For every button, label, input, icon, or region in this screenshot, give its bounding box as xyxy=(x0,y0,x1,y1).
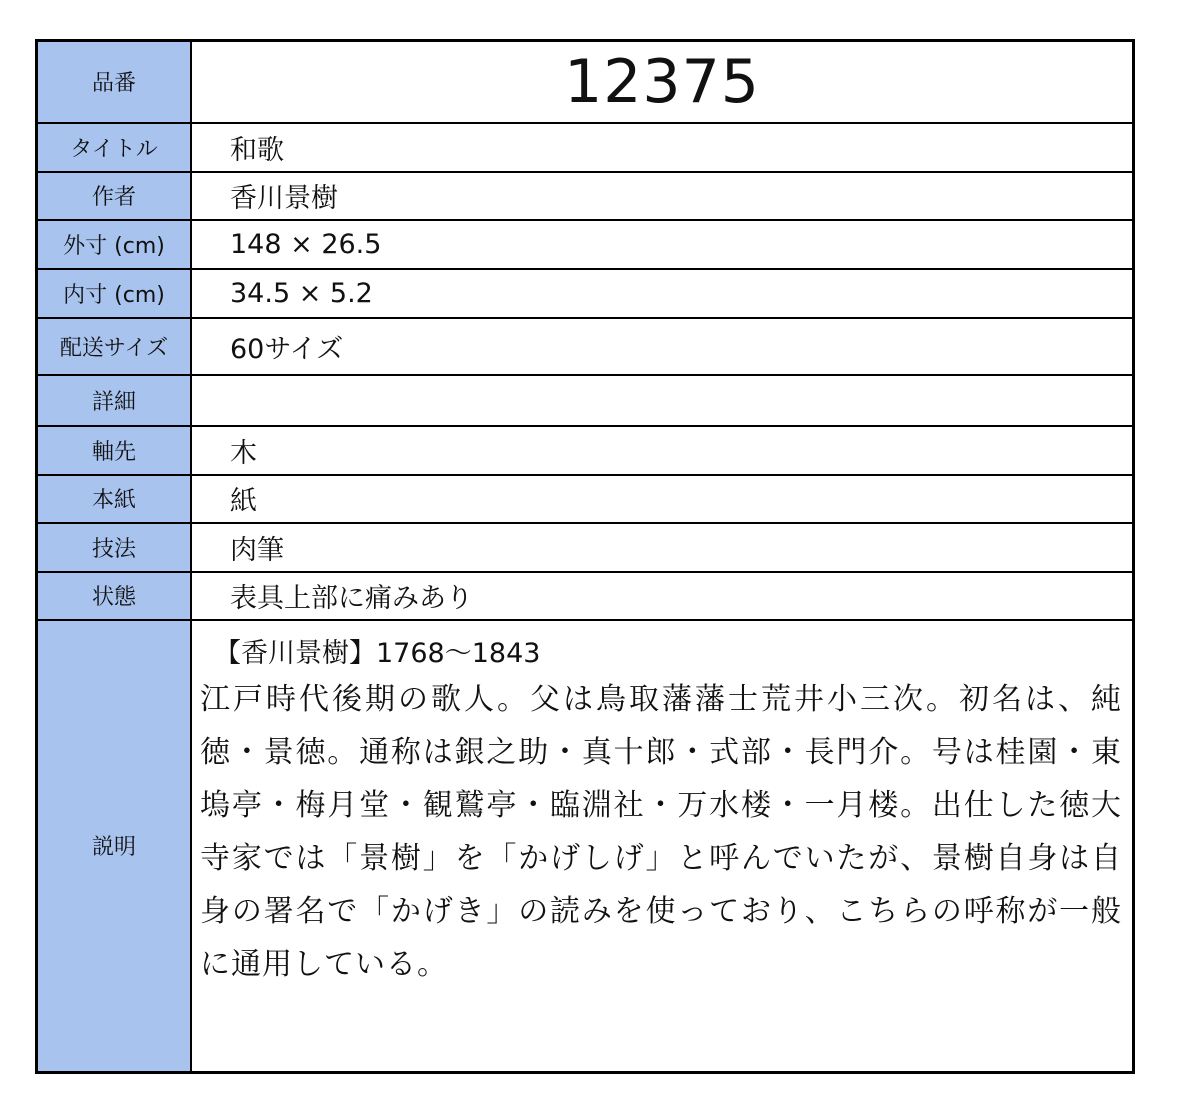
product-number: 12375 xyxy=(191,41,1134,123)
value-shipping-size: 60サイズ xyxy=(191,318,1134,375)
label-main-paper: 本紙 xyxy=(37,475,192,523)
row-outer-size xyxy=(37,220,1134,269)
value-outer-size: 148 × 26.5 xyxy=(191,220,1134,269)
row-product-number xyxy=(37,41,1134,123)
label-details: 詳細 xyxy=(37,375,192,426)
value-main-paper: 紙 xyxy=(191,475,1134,523)
label-roller-end: 軸先 xyxy=(37,426,192,475)
row-condition xyxy=(37,572,1134,620)
row-title xyxy=(37,123,1134,172)
value-condition: 表具上部に痛みあり xyxy=(191,572,1134,620)
value-artist: 香川景樹 xyxy=(191,172,1134,220)
label-condition: 状態 xyxy=(37,572,192,620)
label-technique: 技法 xyxy=(37,523,192,572)
row-inner-size xyxy=(37,269,1134,318)
row-main-paper xyxy=(37,475,1134,523)
label-description: 説明 xyxy=(37,620,192,1073)
value-description xyxy=(191,620,1134,1073)
description-body: 江戸時代後期の歌人。父は鳥取藩藩士荒井小三次。初名は、純徳・景徳。通称は銀之助・真十郎・式部・長門介。号は桂園・東塢亭・梅月堂・観鷲亭・臨淵社・万水楼・一月楼。出仕した徳大寺家では「景樹」を「かげしげ」と呼んでいたが、景樹自身は自身の署名で「かげき」の読みを使っており、こちらの呼称が一般に通用している。 xyxy=(200,681,1122,982)
label-product-number: 品番 xyxy=(37,41,192,123)
description-heading: 【香川景樹】1768〜1843 xyxy=(214,637,541,669)
label-inner-size: 内寸 (cm) xyxy=(37,269,192,318)
label-artist: 作者 xyxy=(37,172,192,220)
row-roller-end xyxy=(37,426,1134,475)
label-shipping-size: 配送サイズ xyxy=(37,318,192,375)
row-artist xyxy=(37,172,1134,220)
label-title: タイトル xyxy=(37,123,192,172)
value-inner-size: 34.5 × 5.2 xyxy=(191,269,1134,318)
row-description xyxy=(37,620,1134,1073)
row-details xyxy=(37,375,1134,426)
row-technique xyxy=(37,523,1134,572)
value-details xyxy=(191,375,1134,426)
value-title: 和歌 xyxy=(191,123,1134,172)
row-shipping-size xyxy=(37,318,1134,375)
label-outer-size: 外寸 (cm) xyxy=(37,220,192,269)
value-technique: 肉筆 xyxy=(191,523,1134,572)
value-roller-end: 木 xyxy=(191,426,1134,475)
product-info-table xyxy=(35,39,1135,1074)
